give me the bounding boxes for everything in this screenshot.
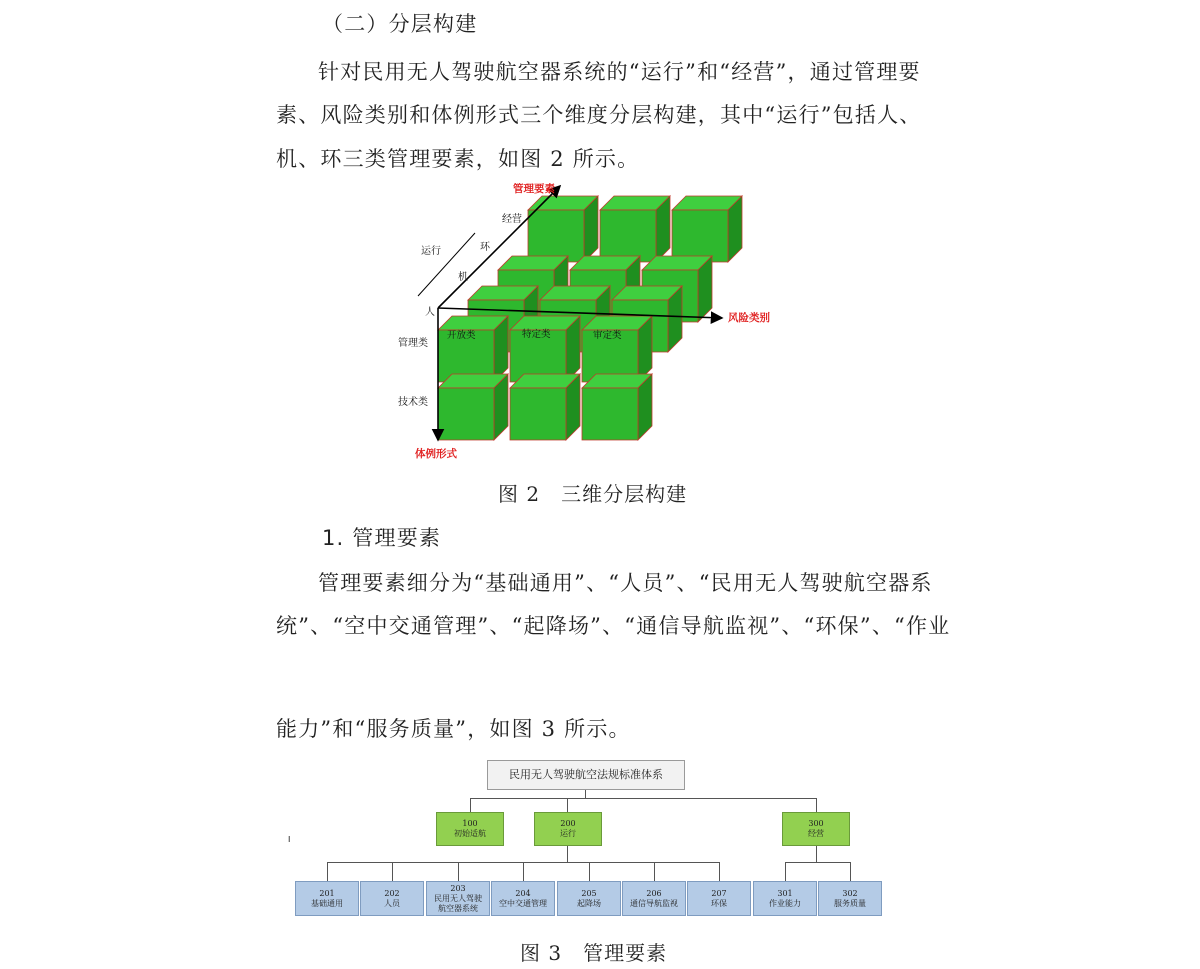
tree-root-box (487, 760, 685, 790)
axis-label-form: 体例形式 (415, 448, 457, 460)
axis-label-management: 管理要素 (513, 183, 555, 195)
stray-mark: I (288, 835, 291, 844)
tree-node-100 (436, 812, 504, 846)
connector (392, 862, 393, 881)
tree-root-label: 民用无人驾驶航空法规标准体系 (509, 768, 663, 781)
connector (816, 846, 817, 862)
paragraph-line: 管理要素细分为“基础通用”、“人员”、“民用无人驾驶航空器系 (318, 571, 933, 595)
cube (672, 196, 742, 262)
tree-node-204 (491, 881, 555, 916)
cube (582, 316, 652, 382)
tree-node-201 (295, 881, 359, 916)
node-code: 203 (450, 883, 466, 893)
tree-node-206 (622, 881, 686, 916)
label-person: 人 (425, 307, 435, 318)
node-name: 民用无人驾驶航空器系统 (434, 893, 482, 913)
connector (327, 862, 328, 881)
node-code: 302 (842, 888, 858, 898)
tree-node-300 (782, 812, 850, 846)
node-code: 202 (384, 888, 400, 898)
node-name: 作业能力 (769, 898, 801, 908)
paragraph-line: 机、环三类管理要素，如图 2 所示。 (276, 147, 640, 171)
tree-node-302 (818, 881, 882, 916)
subsection-heading: 1. 管理要素 (322, 526, 442, 550)
paragraph-line: 素、风险类别和体例形式三个维度分层构建，其中“运行”包括人、 (276, 103, 922, 127)
cube (528, 196, 598, 262)
figure2-caption: 图 2 三维分层构建 (498, 482, 688, 506)
label-machine: 机 (458, 272, 468, 283)
node-name: 基础通用 (311, 898, 343, 908)
label-business: 经营 (502, 214, 522, 225)
node-code: 100 (462, 819, 478, 828)
node-name: 通信导航监视 (630, 898, 678, 908)
connector (816, 798, 817, 812)
cube-grid (438, 196, 742, 440)
label-env: 环 (480, 242, 490, 253)
node-code: 300 (808, 819, 824, 828)
node-name: 环保 (711, 898, 727, 908)
node-name: 空中交通管理 (499, 898, 547, 908)
node-code: 207 (711, 888, 727, 898)
label-mgmt-class: 管理类 (398, 338, 428, 349)
connector (567, 846, 568, 862)
node-name: 初始适航 (454, 829, 486, 838)
figure3-caption: 图 3 管理要素 (520, 941, 668, 965)
cube-label-certified: 审定类 (593, 330, 622, 341)
cube (510, 374, 580, 440)
tree-node-203 (426, 881, 490, 916)
tree-node-202 (360, 881, 424, 916)
cube-front-face (582, 388, 638, 440)
connector (470, 798, 817, 799)
connector (850, 862, 851, 881)
connector (785, 862, 786, 881)
node-name: 经营 (808, 829, 824, 838)
node-code: 206 (646, 888, 662, 898)
connector (470, 798, 471, 812)
cube (600, 196, 670, 262)
paragraph-line: 统”、“空中交通管理”、“起降场”、“通信导航监视”、“环保”、“作业 (276, 614, 951, 638)
cube-front-face (600, 210, 656, 262)
connector (523, 862, 524, 881)
node-name: 起降场 (577, 898, 601, 908)
axis-label-risk: 风险类别 (728, 312, 770, 324)
node-code: 301 (777, 888, 793, 898)
cube-front-face (438, 388, 494, 440)
connector (589, 862, 590, 881)
paragraph-line: 能力”和“服务质量”，如图 3 所示。 (276, 717, 631, 741)
connector (458, 862, 459, 881)
node-name: 服务质量 (834, 898, 866, 908)
connector (719, 862, 720, 881)
node-code: 204 (515, 888, 531, 898)
tree-node-207 (687, 881, 751, 916)
connector (585, 790, 586, 798)
cube-label-open: 开放类 (447, 330, 476, 341)
label-tech-class: 技术类 (398, 397, 428, 408)
node-code: 201 (319, 888, 335, 898)
node-name: 运行 (560, 829, 576, 838)
cube (582, 374, 652, 440)
cube-front-face (510, 388, 566, 440)
connector (654, 862, 655, 881)
paragraph-line: 针对民用无人驾驶航空器系统的“运行”和“经营”，通过管理要 (318, 60, 921, 84)
node-code: 205 (581, 888, 597, 898)
connector (785, 862, 851, 863)
label-operation: 运行 (421, 246, 441, 257)
cube-front-face (528, 210, 584, 262)
tree-node-200 (534, 812, 602, 846)
tree-node-301 (753, 881, 817, 916)
cube (438, 316, 508, 382)
node-name: 人员 (384, 898, 400, 908)
node-code: 200 (560, 819, 576, 828)
tree-node-205 (557, 881, 621, 916)
section-heading: （二）分层构建 (322, 12, 478, 36)
cube-front-face (672, 210, 728, 262)
connector (567, 798, 568, 812)
cube-label-specific: 特定类 (522, 329, 551, 340)
cube (438, 374, 508, 440)
